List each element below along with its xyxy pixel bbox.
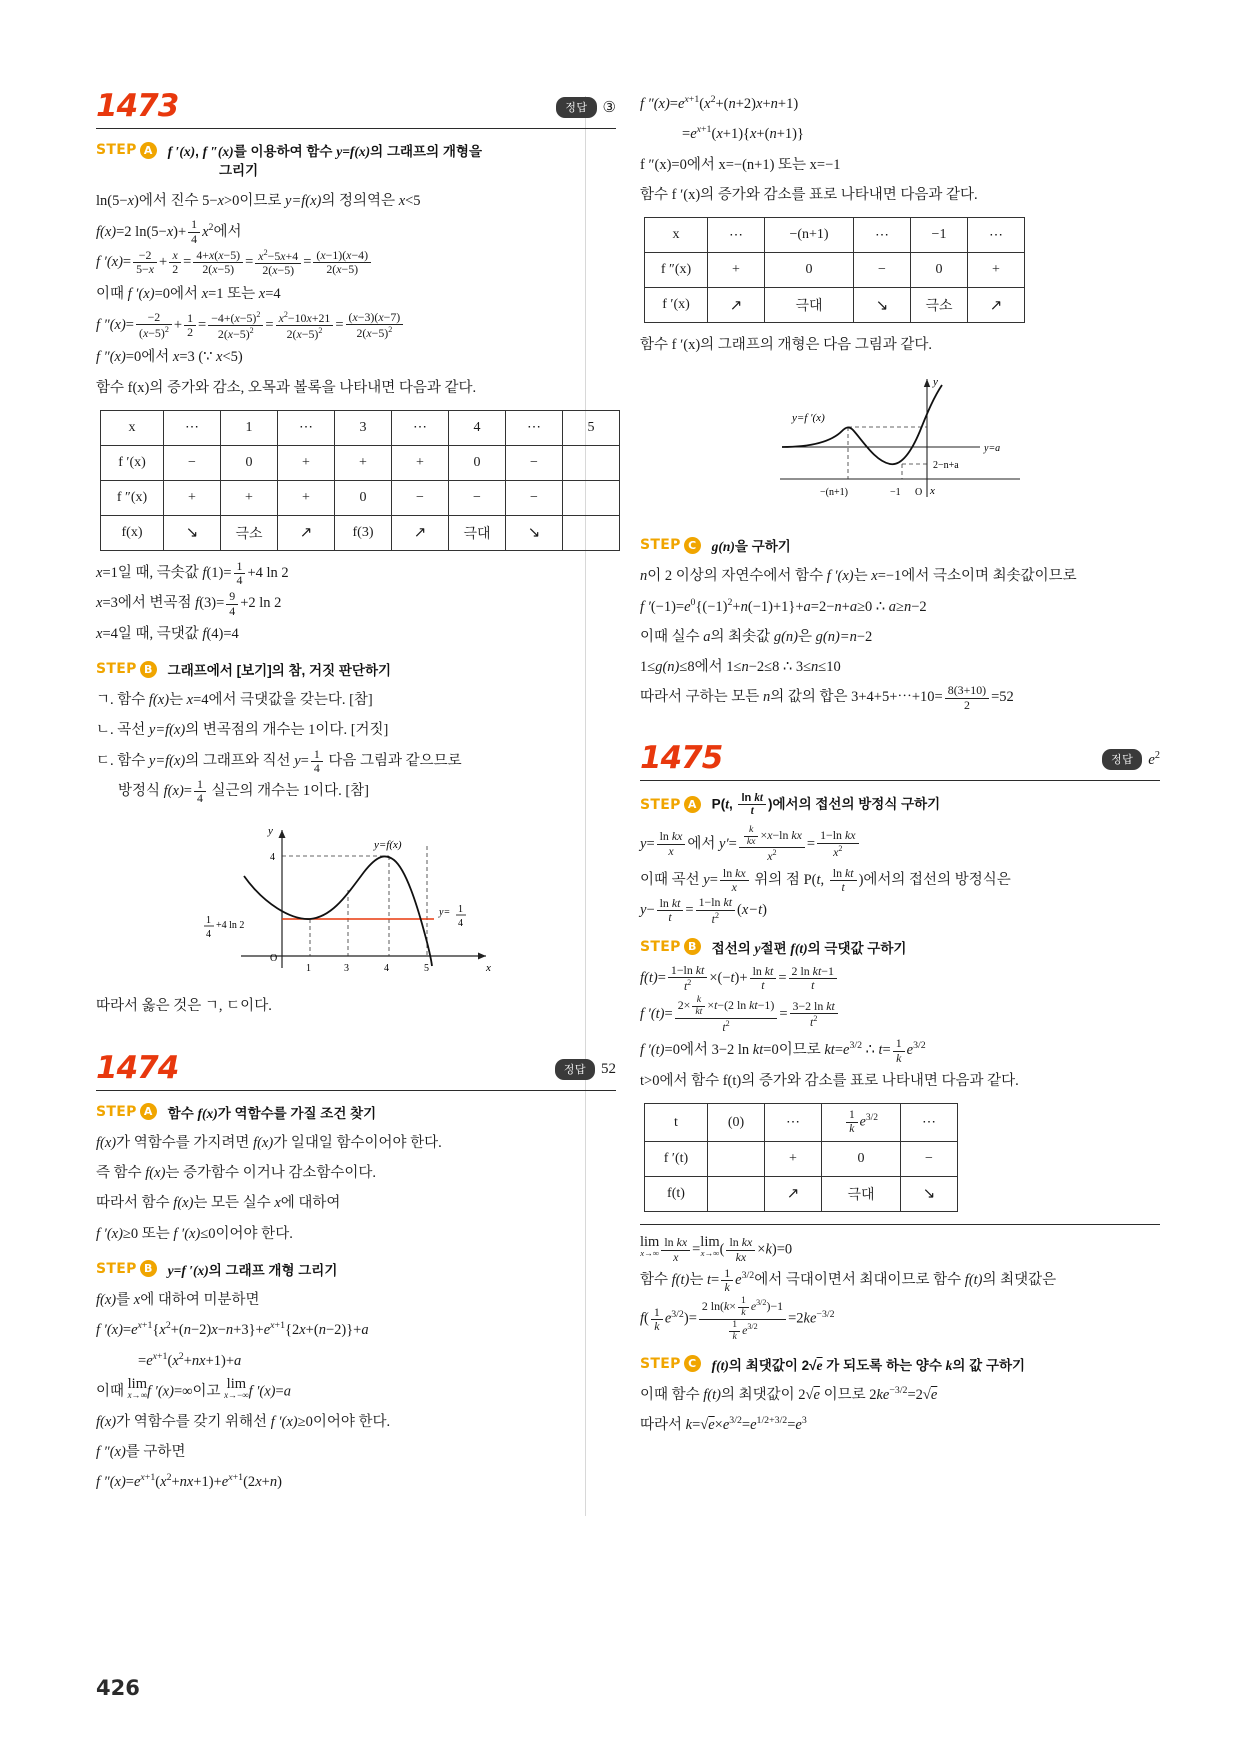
th-c3: ⋯ [854, 218, 911, 253]
answer-badge [555, 1059, 616, 1080]
problem-1475 [640, 740, 1160, 1440]
th-c3: ⋯ [278, 410, 335, 445]
line-domain: ln(5−x)에서 진수 5−x>0이므로 y=f(x)의 정의역은 x<5 [96, 193, 421, 210]
line-15: 함수 f ′(x)의 증가와 감소를 표로 나타내면 다음과 같다. [640, 186, 978, 203]
step-title: y=f ′(x)의 그래프 개형 그리기 [167, 1262, 338, 1278]
table-row [645, 1141, 958, 1176]
svg-text:4: 4 [458, 917, 463, 929]
line-1475-1: y= $\frac{\text{ln kx}}{x}$ 에서 y′= $\frac{k}{kx}$ ×x−ln kx $x^2$ = $\frac{\text{1−ln kx}}{x^2}$ [640, 825, 1160, 864]
cell: + [765, 1141, 822, 1176]
cell: + [335, 445, 392, 480]
th-c1: (0) [708, 1104, 765, 1142]
cell: 0 [822, 1141, 901, 1176]
th-c1: ⋯ [708, 218, 765, 253]
rule [96, 128, 616, 129]
problem-1474 [96, 1050, 616, 1496]
step-word: STEP [96, 142, 137, 158]
svg-text:y: y [933, 376, 938, 389]
cell: 극대 [822, 1176, 901, 1211]
answer-badge [1102, 749, 1160, 770]
variation-table-1475 [644, 1103, 958, 1212]
cell: ↗ [708, 288, 765, 323]
problem-header [640, 740, 1160, 776]
step-title-cont: 그리기 [219, 163, 259, 178]
th-c1: ⋯ [164, 410, 221, 445]
svg-text:y=f(x): y=f(x) [374, 838, 402, 851]
line-1475-8: lim x→∞ $\frac{\text{ln kx}}{x}$ =lim x→∞ ( $\frac{\text{ln kx}}{kx}$ ×k)=0 [640, 1233, 793, 1264]
svg-text:y: y [268, 824, 273, 837]
svg-text:1: 1 [306, 962, 311, 974]
cell: 0 [449, 445, 506, 480]
line-21: 따라서 구하는 모든 n의 값의 합은 3+4+5+⋯+10= $\frac{8(3+10)}{2}$ =52 [640, 683, 1014, 712]
cell: + [221, 480, 278, 515]
cell: 극대 [449, 515, 506, 550]
th-c4: 3 [335, 410, 392, 445]
cell [563, 480, 620, 515]
table-header-row [101, 410, 620, 445]
cell: + [164, 480, 221, 515]
line-1: f(x)가 역함수를 가지려면 f(x)가 일대일 함수이어야 한다. [96, 1134, 442, 1151]
svg-text:−(n+1): −(n+1) [820, 487, 848, 499]
line-8: 이때 lim x→∞ f ′(x)=∞이고 lim x→−∞ f ′(x)=a [96, 1375, 291, 1401]
line-1475-6: f ′(t)=0에서 3−2 ln kt=0이므로 $kt=e^{3/2}$ ∴ t= $\frac{1}{k}$ $e^{3/2}$ [640, 1036, 926, 1065]
problem-1473 [96, 88, 616, 1020]
step-word: STEP [96, 1103, 137, 1120]
th-c5: ⋯ [968, 218, 1025, 253]
step-b-1473 [96, 659, 616, 679]
line-conclusion-1473: 따라서 옳은 것은 ㄱ, ㄷ이다. [96, 997, 272, 1014]
line-inflection: f ″(x)=0에서 x=3 (∵ x<5) [96, 349, 243, 366]
answer-value: ③ [602, 100, 616, 116]
svg-text:y=: y= [439, 906, 451, 918]
line-max: x=4일 때, 극댓값 f(4)=4 [96, 625, 239, 642]
cell: − [506, 480, 563, 515]
problem-header [96, 88, 616, 124]
row-label: f ′(t) [645, 1141, 708, 1176]
step-badge-b: B [140, 1260, 157, 1277]
line-6: f $'(x)=e^{x+1}\{x^2+(n-2)x-n+3\}+e^{x+1}\{2x+(n-2)\}+a$ [96, 1320, 369, 1339]
line-1475-12: 따라서 $k=√e\times e^{3/2}=e^{1/2+3/2}=e^3$ [640, 1415, 807, 1434]
step-badge-c: C [684, 1355, 701, 1372]
table-header-row [645, 218, 1025, 253]
line-g3b: 방정식 f(x)= $\frac{1}{4}$ 실근의 개수는 1이다. [참] [118, 777, 370, 806]
table-row [645, 1176, 958, 1211]
th-c3: $\frac{1}{k}$ $e^{3/2}$ [822, 1104, 901, 1142]
line-7: $=e^{x+1}(x^2+nx+1)+a$ [138, 1350, 242, 1369]
row-label: f(x) [101, 515, 164, 550]
cell: − [164, 445, 221, 480]
problem-1474-cont [640, 90, 1160, 712]
step-c-1475 [640, 1354, 1160, 1374]
table-row [101, 445, 620, 480]
line-table-intro: 함수 f(x)의 증가와 감소, 오목과 볼록을 나타내면 다음과 같다. [96, 379, 477, 396]
line-1475-9: 함수 f(t)는 t= $\frac{1}{k}$ $e^{3/2}$에서 극대이면서 최대이므로 함수 f(t)의 최댓값은 [640, 1265, 1057, 1295]
cell: − [392, 480, 449, 515]
cell: f(3) [335, 515, 392, 550]
line-2: 즉 함수 f(x)는 증가함수 이거나 감소함수이다. [96, 1165, 377, 1182]
cell: − [449, 480, 506, 515]
line-1475-7: t>0에서 함수 f(t)의 증가와 감소를 표로 나타내면 다음과 같다. [640, 1072, 1019, 1089]
rule [640, 780, 1160, 781]
graph-1474 [730, 369, 1070, 519]
svg-text:O: O [270, 952, 278, 964]
step-c-1474 [640, 535, 1160, 555]
step-title: P(t, $\frac{\text{ln kt}}{t}$ )에서의 접선의 방정식 구하기 [711, 791, 941, 818]
cell: + [278, 480, 335, 515]
cell: ↗ [392, 515, 449, 550]
line-1475-4: f(t)= $\frac{\text{1−ln kt}}{t^2}$ ×(−t)+ $\frac{\text{ln kt}}{t}$ = $\frac{\text{2 ln kt−1}}{t}$ [640, 964, 1160, 994]
svg-text:4: 4 [270, 851, 275, 863]
svg-text:2−n+a: 2−n+a [933, 460, 959, 472]
answer-value: 52 [601, 1060, 616, 1077]
line-4: f ′(x)≥0 또는 f ′(x)≤0이어야 한다. [96, 1225, 293, 1242]
step-a-1474 [96, 1102, 616, 1122]
line-20: 1≤g(n)≤8에서 1≤n−2≤8 ∴ 3≤n≤10 [640, 659, 841, 676]
step-word: STEP [640, 1355, 681, 1372]
answer-label: 정답 [1102, 749, 1142, 770]
answer-label: 정답 [556, 97, 596, 118]
table-row [645, 288, 1025, 323]
line-1475-11: 이때 함수 f(t)의 최댓값이 2√e 이므로 $2ke^{-3/2}=2√e$ [640, 1385, 938, 1403]
th-c6: 4 [449, 410, 506, 445]
line-3: 따라서 함수 f(x)는 모든 실수 x에 대하여 [96, 1195, 341, 1212]
cell: + [278, 445, 335, 480]
th-c2: 1 [221, 410, 278, 445]
cell: 0 [335, 480, 392, 515]
variation-table-1473 [100, 410, 620, 551]
line-1475-3: y− $\frac{\text{ln kt}}{t}$ = $\frac{\text{1−ln kt}}{t^2}$ (x−t) [640, 895, 767, 926]
th-x: x [101, 410, 164, 445]
problem-header [96, 1050, 616, 1086]
th-c8: 5 [563, 410, 620, 445]
cell: − [854, 253, 911, 288]
th-c4: ⋯ [901, 1104, 958, 1142]
cell: ↘ [901, 1176, 958, 1211]
table-header-row [645, 1104, 958, 1142]
svg-text:4: 4 [206, 928, 211, 940]
step-badge-a: A [140, 142, 157, 159]
step-title: 함수 f(x)가 역함수를 가질 조건 찾기 [167, 1105, 377, 1121]
problem-number: 1475 [640, 739, 723, 776]
line-12: f $''(x)=e^{x+1}(x^2+(n+2)x+n+1)$ [640, 94, 799, 112]
answer-badge [556, 97, 616, 118]
step-badge-b: B [684, 938, 701, 955]
line-fsecond: f ″(x)= $\frac{-2}{(x-5)^2}$ + $\frac{1}{2}$ = $\frac{-4+(x-5)^2}{2(x-5)^2}$ = $\frac{x^2-10x+21}{2(x-5)^2}$ = $\frac{(x-3)(x-7)}{2(x-5)^2}$ [96, 310, 616, 342]
figure-1473 [96, 816, 616, 986]
cell: − [506, 445, 563, 480]
cell [708, 1141, 765, 1176]
step-word: STEP [96, 661, 137, 678]
step-b-1474 [96, 1259, 616, 1279]
th-t: t [645, 1104, 708, 1142]
rule [96, 1090, 616, 1091]
line-fx: f(x)=2 ln(5−x)+ $\frac{1}{4}$ $x^2$에서 [96, 217, 242, 246]
step-badge-b: B [140, 661, 157, 678]
cell [708, 1176, 765, 1211]
table-row [645, 253, 1025, 288]
svg-text:O: O [915, 487, 923, 499]
svg-text:1: 1 [206, 914, 211, 926]
svg-text:x: x [930, 485, 935, 498]
step-badge-c: C [684, 537, 701, 554]
page-number: 426 [96, 1676, 140, 1700]
cell: − [901, 1141, 958, 1176]
line-g1: ㄱ. 함수 f(x)는 x=4에서 극댓값을 갖는다. [참] [96, 692, 373, 709]
th-c2: −(n+1) [765, 218, 854, 253]
line-17: n이 2 이상의 자연수에서 함수 f ′(x)는 x=−1에서 극소이며 최솟값이므로 [640, 568, 1077, 585]
problem-number: 1474 [96, 1049, 179, 1086]
cell: ↗ [278, 515, 335, 550]
cell: 극소 [911, 288, 968, 323]
step-title: 그래프에서 [보기]의 참, 거짓 판단하기 [167, 663, 392, 679]
problem-number: 1473 [96, 88, 179, 124]
line-critical: 이때 f ′(x)=0에서 x=1 또는 x=4 [96, 285, 281, 302]
line-18: f $'(-1)=e^0\{(-1)^2+n(-1)+1\}+a=2-n+a\ge 0$ ∴ a≥n−2 [640, 596, 927, 615]
line-16: 함수 f ′(x)의 그래프의 개형은 다음 그림과 같다. [640, 337, 933, 354]
line-13: $=e^{x+1}(x+1)\{x+(n+1)\}$ [682, 124, 804, 143]
row-label: f ″(x) [645, 253, 708, 288]
svg-text:x: x [486, 961, 491, 974]
step-title: g(n)을 구하기 [711, 539, 791, 555]
line-5: f(x)를 x에 대하여 미분하면 [96, 1291, 260, 1308]
cell: + [392, 445, 449, 480]
line-g2: ㄴ. 곡선 y=f(x)의 변곡점의 개수는 1이다. [거짓] [96, 722, 389, 739]
svg-text:4: 4 [384, 962, 389, 974]
th-x: x [645, 218, 708, 253]
row-label: f ′(x) [645, 288, 708, 323]
cell: 0 [765, 253, 854, 288]
cell: ↗ [765, 1176, 822, 1211]
svg-text:3: 3 [344, 962, 349, 974]
line-inflection-value: x=3에서 변곡점 f(3)= $\frac{9}{4}$ +2 ln 2 [96, 589, 282, 618]
row-label: f ′(x) [101, 445, 164, 480]
line-14: f ″(x)=0에서 x=−(n+1) 또는 x=−1 [640, 156, 841, 173]
line-1475-10: f( $\frac{1}{k}$ $e^{3/2})=$ 2 ln(k× $\frac{1}{k}$ $e^{3/2})-1$ $\frac{1}{k}$ $e^{3/2}$ $=2ke^{-3/2}$ [640, 1295, 835, 1343]
line-10: f ″(x)를 구하면 [96, 1443, 186, 1460]
svg-text:y=f ′(x): y=f ′(x) [792, 412, 825, 425]
svg-text:1: 1 [458, 903, 463, 915]
line-g3: ㄷ. 함수 y=f(x)의 그래프와 직선 y= $\frac{1}{4}$ 다음 그림과 같으므로 [96, 746, 462, 775]
step-title: 접선의 y절편 f(t)의 극댓값 구하기 [711, 940, 907, 956]
left-column [96, 88, 616, 1498]
step-b-1475 [640, 937, 1160, 957]
cell: 극소 [221, 515, 278, 550]
cell: 극대 [765, 288, 854, 323]
line-9: f(x)가 역함수를 갖기 위해선 f ′(x)≥0이어야 한다. [96, 1413, 391, 1430]
cell: ↘ [854, 288, 911, 323]
step-title: f(t)의 최댓값이 2√e 가 되도록 하는 양수 k의 값 구하기 [711, 1357, 1026, 1373]
step-badge-a: A [140, 1103, 157, 1120]
cell: + [708, 253, 765, 288]
figure-1474 [640, 369, 1160, 524]
table-row [101, 480, 620, 515]
step-word: STEP [96, 1260, 137, 1277]
svg-text:+4 ln 2: +4 ln 2 [216, 919, 245, 931]
cell: ↘ [164, 515, 221, 550]
step-word: STEP [640, 938, 681, 955]
cell [563, 445, 620, 480]
line-1475-5: f ′(t)= 2× $\frac{k}{kt}$ ×t−(2 ln kt−1) $t^2$ = $\frac{\text{3−2 ln kt}}{t^2}$ [640, 995, 1160, 1034]
th-c5: ⋯ [392, 410, 449, 445]
line-fprime: f ′(x)= $\frac{-2}{5-x}$ + $\frac{x}{2}$ = $\frac{4+x(x-5)}{2(x-5)}$ = $\frac{x^2-5x+4}{2(x-5)}$ = $\frac{(x-1)(x-4)}{2(x-5)}$ [96, 248, 616, 278]
line-11: f $''(x)=e^{x+1}(x^2+nx+1)+e^{x+1}(2x+n)$ [96, 1472, 282, 1491]
answer-label: 정답 [555, 1059, 595, 1080]
row-label: f ″(x) [101, 480, 164, 515]
right-column [640, 88, 1160, 1442]
rule [640, 1224, 1160, 1225]
cell: ↘ [506, 515, 563, 550]
step-word: STEP [640, 537, 681, 554]
cell: ↗ [968, 288, 1025, 323]
th-c4: −1 [911, 218, 968, 253]
cell: 0 [221, 445, 278, 480]
step-badge-a: A [684, 796, 701, 813]
answer-value: $e^2$ [1148, 749, 1160, 768]
cell: 0 [911, 253, 968, 288]
step-title: f ′(x), f ″(x)를 이용하여 함수 y=f(x)의 그래프의 개형을 [167, 144, 482, 159]
variation-table-1474 [644, 217, 1025, 323]
step-word: STEP [640, 796, 681, 813]
svg-text:5: 5 [424, 962, 429, 974]
svg-text:y=a: y=a [984, 443, 1001, 455]
cell: + [968, 253, 1025, 288]
svg-text:−1: −1 [890, 487, 901, 499]
line-19: 이때 실수 a의 최솟값 g(n)은 g(n)=n−2 [640, 628, 873, 645]
graph-1473 [186, 816, 526, 981]
line-min: x=1일 때, 극솟값 f(1)= $\frac{1}{4}$ +4 ln 2 [96, 558, 289, 588]
line-1475-2: 이때 곡선 y= $\frac{\text{ln kx}}{x}$ 위의 점 P(t, $\frac{\text{ln kt}}{t}$ )에서의 접선의 방정식은 [640, 865, 1011, 894]
th-c2: ⋯ [765, 1104, 822, 1142]
cell [563, 515, 620, 550]
table-row [101, 515, 620, 550]
th-c7: ⋯ [506, 410, 563, 445]
step-a-1475 [640, 792, 1160, 818]
row-label: f(t) [645, 1176, 708, 1211]
